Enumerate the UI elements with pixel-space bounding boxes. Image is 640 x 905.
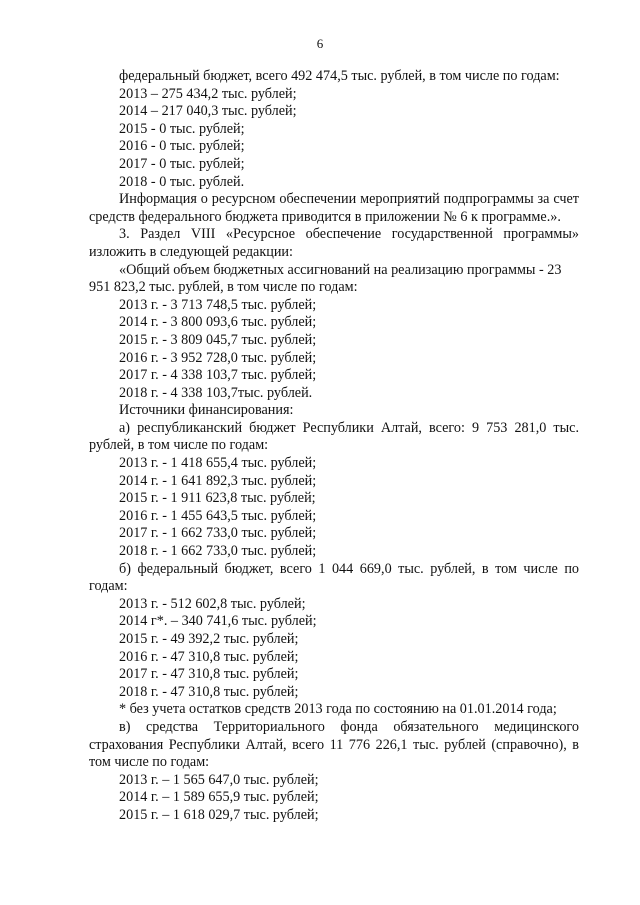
paragraph-republican-budget: а) республиканский бюджет Республики Алтай, всего: 9 753 281,0 тыс. рублей, в том числе по годам: (89, 419, 579, 454)
text-line-republican-2016: 2016 г. - 1 455 643,5 тыс. рублей; (119, 507, 317, 524)
text-line-republican-2015: 2015 г. - 1 911 623,8 тыс. рублей; (119, 490, 316, 507)
document-body (89, 68, 579, 825)
text-line-federal-budget-total: федеральный бюджет, всего 492 474,5 тыс. рублей, в том числе по годам: (119, 68, 560, 84)
text-line-republican-2017: 2017 г. - 1 662 733,0 тыс. рублей; (119, 525, 317, 542)
footnote-remainder: * без учета остатков средств 2013 года по состоянию на 01.01.2014 года; (119, 701, 557, 718)
text-line-federal-b-2014: 2014 г*. – 340 741,6 тыс. рублей; (119, 613, 317, 630)
text-line-federal-2017: 2017 - 0 тыс. рублей; (119, 155, 245, 172)
text-line-federal-2018: 2018 - 0 тыс. рублей. (119, 173, 245, 190)
paragraph-resource-info: Информация о ресурсном обеспечении мероприятий подпрограммы за счет средств федерального бюджета приводится в приложении № 6 к программе.». (89, 191, 579, 225)
paragraph-federal-budget: б) федеральный бюджет, всего 1 044 669,0 тыс. рублей, в том числе по годам: (89, 560, 579, 595)
text-line-federal-2016: 2016 - 0 тыс. рублей; (119, 138, 245, 155)
text-line-total-2016: 2016 г. - 3 952 728,0 тыс. рублей; (119, 349, 317, 366)
text-line-federal-b-2015: 2015 г. - 49 392,2 тыс. рублей; (119, 631, 299, 647)
text-line-federal-2015: 2015 - 0 тыс. рублей; (119, 120, 245, 137)
text-line-republican-2018: 2018 г. - 1 662 733,0 тыс. рублей; (119, 543, 317, 560)
heading-funding-sources: Источники финансирования: (119, 402, 294, 419)
paragraph-total-allocations: «Общий объем бюджетных ассигнований на реализацию программы - 23 951 823,2 тыс. рублей, в том числе по годам: (89, 261, 562, 296)
text-line-total-2013: 2013 г. - 3 713 748,5 тыс. рублей; (119, 296, 317, 313)
text-line-total-2018: 2018 г. - 4 338 103,7тыс. рублей. (119, 384, 313, 401)
text-line-federal-2014: 2014 – 217 040,3 тыс. рублей; (119, 103, 297, 120)
paragraph-medical-insurance-fund: в) средства Территориального фонда обязательного медицинского страхования Республики Алтай, всего 11 776 226,1 тыс. рублей (справочно), в том числе по годам: (89, 718, 579, 771)
text-line-federal-b-2018: 2018 г. - 47 310,8 тыс. рублей; (119, 683, 299, 700)
text-line-total-2015: 2015 г. - 3 809 045,7 тыс. рублей; (119, 331, 317, 348)
text-line-federal-b-2016: 2016 г. - 47 310,8 тыс. рублей; (119, 648, 299, 665)
text-line-fund-2014: 2014 г. – 1 589 655,9 тыс. рублей; (119, 789, 319, 806)
text-line-republican-2014: 2014 г. - 1 641 892,3 тыс. рублей; (119, 472, 317, 489)
text-line-total-2017: 2017 г. - 4 338 103,7 тыс. рублей; (119, 367, 317, 384)
text-line-fund-2015: 2015 г. – 1 618 029,7 тыс. рублей; (119, 806, 319, 823)
text-line-total-2014: 2014 г. - 3 800 093,6 тыс. рублей; (119, 314, 317, 331)
text-line-republican-2013: 2013 г. - 1 418 655,4 тыс. рублей; (119, 455, 317, 472)
text-line-federal-b-2013: 2013 г. - 512 602,8 тыс. рублей; (119, 595, 306, 612)
paragraph-section-viii: 3. Раздел VIII «Ресурсное обеспечение государственной программы» изложить в следующей редакции: (89, 226, 579, 260)
text-line-federal-b-2017: 2017 г. - 47 310,8 тыс. рублей; (119, 666, 299, 683)
page-number: 6 (316, 36, 324, 51)
text-line-fund-2013: 2013 г. – 1 565 647,0 тыс. рублей; (119, 771, 319, 788)
text-line-federal-2013: 2013 – 275 434,2 тыс. рублей; (119, 85, 297, 102)
